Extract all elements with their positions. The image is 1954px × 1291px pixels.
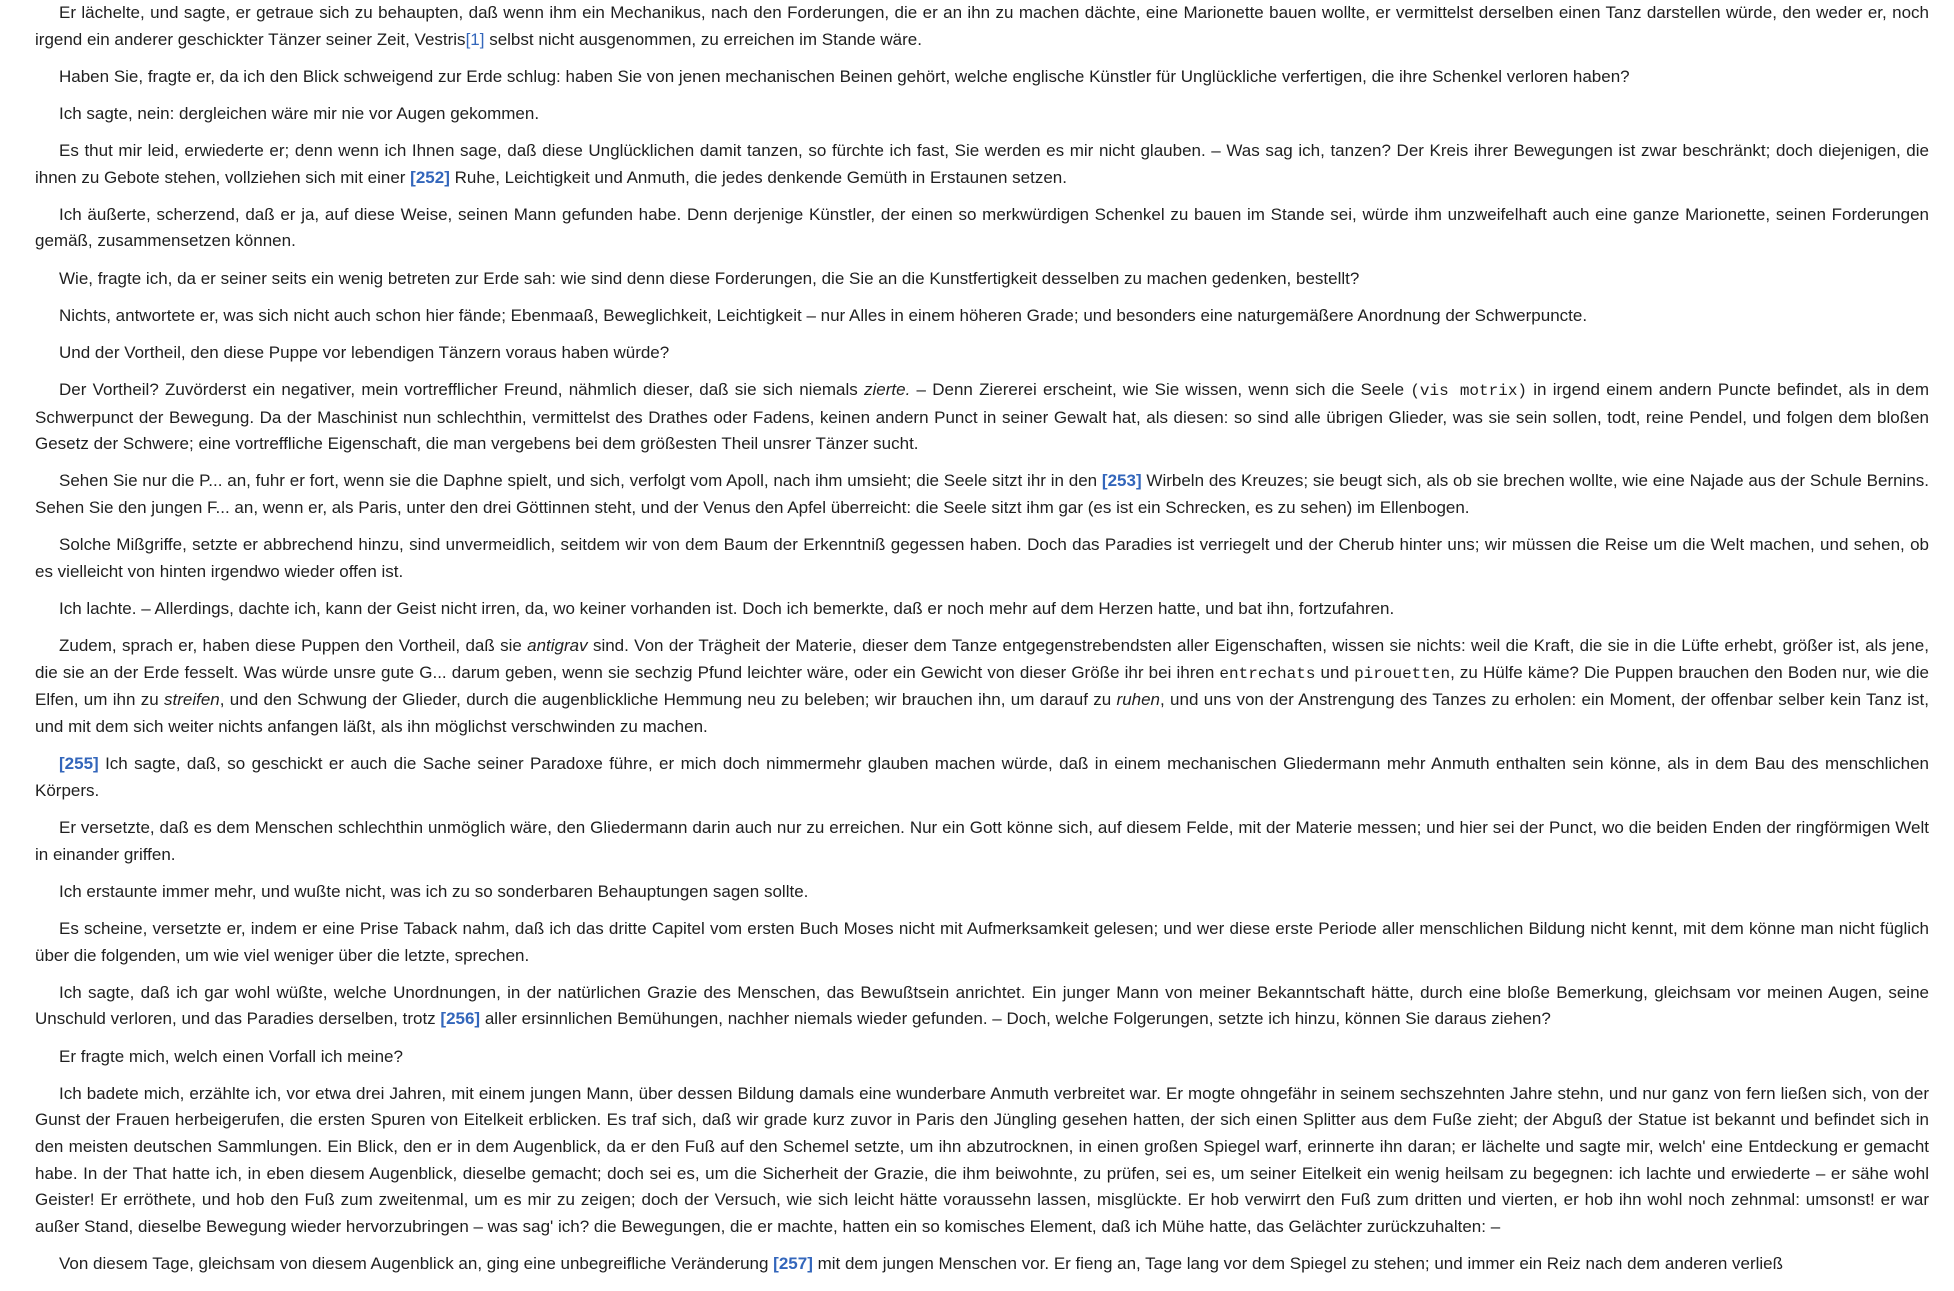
paragraph-text: Ich lachte. – Allerdings, dachte ich, kann der Geist nicht irren, da, wo keiner vorhanden ist. Doch ich bemerkte, daß er noch mehr auf dem Herzen hatte, und bat ihn, fortzufahren.	[59, 598, 1395, 618]
paragraph-text: sind. Von der Trägheit der Materie, dieser dem Tanze entgegenstrebendsten aller Eigenschaften, wissen sie nichts: weil die Kraft, die sie in die Lüfte erhebt, größer ist, als jene, die sie an der Erde fesselt. Was würde unsre gute G... darum geben, wenn sie sechzig Pfund leichter wäre, oder ein Gewicht von dieser Größe ihr bei ihren	[35, 636, 1929, 682]
paragraph-text: Er fragte mich, welch einen Vorfall ich meine?	[59, 1046, 403, 1066]
paragraph-text: , und uns von der Anstrengung des Tanzes zu erholen: ein Moment, der offenbar selber kein Tanz ist, und mit dem sich weiter nichts anfangen läßt, als ihn möglichst verschwinden zu machen.	[35, 690, 1929, 737]
paragraph-text: Haben Sie, fragte er, da ich den Blick schweigend zur Erde schlug: haben Sie von jenen mechanischen Beinen gehört, welche englische Künstler für Unglückliche verfertigen, die ihre Schenkel verloren haben?	[59, 66, 1630, 86]
paragraph-text: Ich sagte, daß, so geschickt er auch die Sache seiner Paradoxe führe, er mich doch nimmermehr glauben machen würde, daß in einem mechanischen Gliedermann mehr Anmuth enthalten sein könne, als in dem Bau des menschlichen Körpers.	[35, 754, 1929, 800]
paragraph-text: und	[1315, 662, 1355, 682]
paragraph-text: Zudem, sprach er, haben diese Puppen den Vortheil, daß sie	[59, 636, 528, 656]
paragraph-text: Er versetzte, daß es dem Menschen schlechthin unmöglich wäre, den Gliedermann darin auch nur zu erreichen. Nur ein Gott könne sich, auf diesem Felde, mit der Materie messen; und hier sei der Punct, wo die beiden Enden der ringförmigen Welt in einander griffen.	[35, 818, 1929, 864]
paragraph	[35, 879, 1929, 906]
paragraph-text: Er lächelte, und sagte, er getraue sich zu behaupten, daß wenn ihm ein Mechanikus, nach den Forderungen, die er an ihn zu machen dächte, eine Marionette bauen wollte, er vermittelst derselben einen Tanz darstellen würde, den weder er, noch irgend ein anderer geschickter Tänzer seiner Zeit, Vestris	[35, 3, 1929, 49]
monospace-term: pirouetten	[1354, 664, 1451, 683]
paragraph	[35, 202, 1929, 255]
paragraph-text: Sehen Sie nur die P... an, fuhr er fort, wenn sie die Daphne spielt, und sich, verfolgt vom Apoll, nach ihm umsieht; die Seele sitzt ihr in den	[59, 471, 1102, 491]
paragraph	[35, 532, 1929, 585]
emphasized-text: antigrav	[527, 636, 588, 656]
paragraph-text: Von diesem Tage, gleichsam von diesem Augenblick an, ging eine unbegreifliche Veränderung	[59, 1254, 774, 1274]
paragraph	[35, 633, 1929, 741]
paragraph	[35, 266, 1929, 293]
paragraph	[35, 751, 1929, 804]
paragraph-text: , und den Schwung der Glieder, durch die augenblickliche Hemmung neu zu beleben; wir brauchen ihn, um darauf zu	[219, 690, 1117, 710]
paragraph-text: in irgend einem andern Puncte befindet, als in dem Schwerpunct der Bewegung. Da der Maschinist nun schlechthin, vermittelst des Drathes oder Fadens, keinen andern Punct in seiner Gewalt hat, als diesen: so sind alle übrigen Glieder, was sie sein sollen, todt, reine Pendel, und folgen dem bloßen Gesetz der Schwere; eine vortreffliche Eigenschaft, die man vergebens bei dem größesten Theil unsrer Tänzer sucht.	[35, 379, 1930, 454]
paragraph-text: – Denn Ziererei erscheint, wie Sie wissen, wenn sich die Seele	[910, 379, 1411, 399]
paragraph-text: selbst nicht ausgenommen, zu erreichen im Stande wäre.	[484, 29, 922, 49]
document-body	[35, 0, 1929, 1278]
paragraph-text: Es thut mir leid, erwiederte er; denn wenn ich Ihnen sage, daß diese Unglücklichen damit tanzen, so fürchte ich fast, Sie werden es mir nicht glauben. – Was sag ich, tanzen? Der Kreis ihrer Bewegungen ist zwar beschränkt; doch diejenigen, die ihnen zu Gebote stehen, vollziehen sich mit einer	[35, 140, 1929, 187]
monospace-term: entrechats	[1219, 664, 1316, 683]
paragraph	[35, 916, 1929, 969]
page-reference-link[interactable]: [255]	[59, 754, 99, 774]
paragraph	[35, 1251, 1929, 1278]
paragraph	[35, 101, 1929, 128]
paragraph-text: Es scheine, versetzte er, indem er eine Prise Taback nahm, daß ich das dritte Capitel vom ersten Buch Moses nicht mit Aufmerksamkeit gelesen; und wer diese erste Periode aller menschlichen Bildung nicht kennt, mit dem könne man nicht füglich über die folgenden, um wie viel weniger über die letzte, sprechen.	[35, 918, 1929, 965]
paragraph-text: mit dem jungen Menschen vor. Er fieng an, Tage lang vor dem Spiegel zu stehen; und immer ein Reiz nach dem anderen verließ	[812, 1254, 1784, 1274]
footnote-link[interactable]: [1]	[465, 29, 485, 49]
paragraph-text: Ich badete mich, erzählte ich, vor etwa drei Jahren, mit einem jungen Mann, über dessen Bildung damals eine wunderbare Anmuth verbreitet war. Er mogte ohngefähr in seinem sechszehnten Jahre stehn, und nur ganz von fern ließen sich, von der Gunst der Frauen herbeigerufen, die ersten Spuren von Eitelkeit erblicken. Es traf sich, daß wir grade kurz zuvor in Paris den Jüngling gesehen hatten, der sich einen Splitter aus dem Fuße zieht; der Abguß der Statue ist bekannt und befindet sich in den meisten deutschen Sammlungen. Ein Blick, den er in dem Augenblick, da er den Fuß auf den Schemel setzte, um ihn abzutrocknen, in einen großen Spiegel warf, erinnerte ihn daran; er lächelte und sagte mir, welch' eine Entdeckung er gemacht habe. In der That hatte ich, in eben diesem Augenblick, dieselbe gemacht; doch sei es, um die Sicherheit der Grazie, die ihm beiwohnte, zu prüfen, sei es, um seiner Eitelkeit ein wenig heilsam zu begegnen: ich lachte und erwiederte – er sähe wohl Geister! Er erröthete, und hob den Fuß zum zweitenmal, um es mir zu zeigen; doch der Versuch, wie sich leicht hätte voraussehn lassen, misglückte. Er hob verwirrt den Fuß zum dritten und vierten, er hob ihn wohl noch zehnmal: umsonst! er war außer Stand, dieselbe Bewegung wieder hervorzubringen – was sag' ich? die Bewegungen, die er machte, hatten ein so komisches Element, daß ich Mühe hatte, das Gelächter zurückzuhalten: –	[35, 1083, 1929, 1237]
paragraph	[35, 815, 1929, 868]
paragraph-text: Ich sagte, daß ich gar wohl wüßte, welche Unordnungen, in der natürlichen Grazie des Menschen, das Bewußtsein anrichtet. Ein junger Mann von meiner Bekanntschaft hätte, durch eine bloße Bemerkung, gleichsam vor meinen Augen, seine Unschuld verloren, und das Paradies derselben, trotz	[35, 982, 1929, 1029]
paragraph	[35, 1081, 1929, 1241]
page-reference-link[interactable]: [256]	[440, 1009, 481, 1029]
paragraph-text: Wirbeln des Kreuzes; sie beugt sich, als ob sie brechen wollte, wie eine Najade aus der Schule Bernins. Sehen Sie den jungen F... an, wenn er, als Paris, unter den drei Göttinnen steht, und der Venus den Apfel überreicht: die Seele sitzt ihm gar (es ist ein Schrecken, es zu sehen) im Ellenbogen.	[35, 471, 1930, 518]
paragraph-text: Ich erstaunte immer mehr, und wußte nicht, was ich zu so sonderbaren Behauptungen sagen sollte.	[59, 881, 809, 901]
paragraph-text: Ich äußerte, scherzend, daß er ja, auf diese Weise, seinen Mann gefunden habe. Denn derjenige Künstler, der einen so merkwürdigen Schenkel zu bauen im Stande sei, würde ihm unzweifelhaft auch eine ganze Marionette, seinen Forderungen gemäß, zusammensetzen können.	[35, 204, 1929, 251]
paragraph-text: Solche Mißgriffe, setzte er abbrechend hinzu, sind unvermeidlich, seitdem wir von dem Baum der Erkenntniß gegessen haben. Doch das Paradies ist verriegelt und der Cherub hinter uns; wir müssen die Reise um die Welt machen, und sehen, ob es vielleicht von hinten irgendwo wieder offen ist.	[35, 535, 1929, 581]
paragraph-text: Und der Vortheil, den diese Puppe vor lebendigen Tänzern voraus haben würde?	[59, 342, 670, 362]
paragraph	[35, 64, 1929, 91]
page-reference-link[interactable]: [252]	[410, 167, 450, 187]
paragraph	[35, 0, 1929, 53]
paragraph	[35, 340, 1929, 367]
paragraph	[35, 596, 1929, 623]
page-reference-link[interactable]: [253]	[1101, 471, 1142, 491]
paragraph-text: Ich sagte, nein: dergleichen wäre mir nie vor Augen gekommen.	[59, 103, 540, 123]
paragraph	[35, 468, 1929, 521]
paragraph-text: Nichts, antwortete er, was sich nicht auch schon hier fände; Ebenmaaß, Beweglichkeit, Leichtigkeit – nur Alles in einem höheren Grade; und besonders eine naturgemäßere Anordnung der Schwerpuncte.	[59, 305, 1588, 325]
paragraph	[35, 303, 1929, 330]
emphasized-text: zierte.	[864, 379, 911, 399]
paragraph-text: , zu Hülfe käme? Die Puppen brauchen den Boden nur, wie die Elfen, um ihn zu	[35, 662, 1929, 710]
monospace-term: (vis motrix)	[1410, 381, 1528, 400]
paragraph	[35, 138, 1929, 191]
emphasized-text: ruhen	[1116, 690, 1161, 710]
paragraph-text: Der Vortheil? Zuvörderst ein negativer, mein vortrefflicher Freund, nähmlich dieser, daß sie sich niemals	[59, 379, 865, 399]
paragraph-text: Ruhe, Leichtigkeit und Anmuth, die jedes denkende Gemüth in Erstaunen setzen.	[449, 167, 1067, 187]
page-reference-link[interactable]: [257]	[773, 1254, 813, 1274]
paragraph-text: aller ersinnlichen Bemühungen, nachher niemals wieder gefunden. – Doch, welche Folgerungen, setzte ich hinzu, können Sie daraus ziehen?	[480, 1009, 1551, 1029]
paragraph	[35, 377, 1929, 458]
emphasized-text: streifen	[164, 690, 220, 710]
paragraph-text: Wie, fragte ich, da er seiner seits ein wenig betreten zur Erde sah: wie sind denn diese Forderungen, die Sie an die Kunstfertigkeit desselben zu machen gedenken, bestellt?	[59, 268, 1360, 288]
paragraph	[35, 980, 1929, 1033]
paragraph	[35, 1044, 1929, 1071]
